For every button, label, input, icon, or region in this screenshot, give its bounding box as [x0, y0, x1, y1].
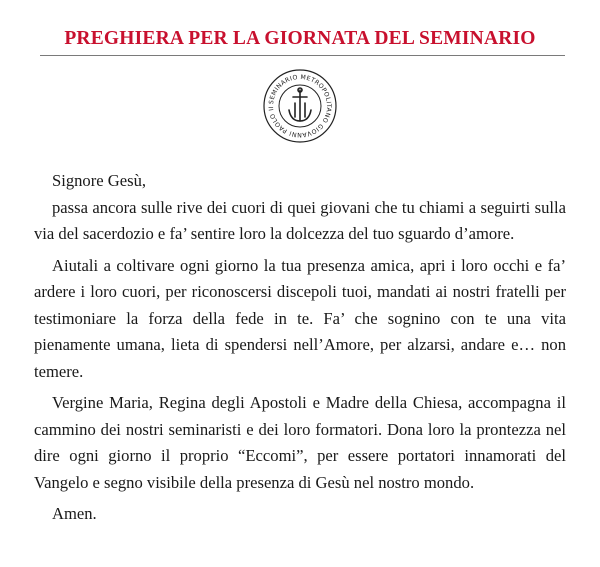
anchor-cross-seal-icon: [262, 68, 338, 144]
closing-amen: Amen.: [52, 504, 97, 523]
paragraph-1: passa ancora sulle rive dei cuori di quei giovani che tu chiami a seguirti sulla via del sacerdozio e fa’ sentire loro la dolcezza del tuo sguardo d’amore.: [34, 197, 566, 243]
page-title: PREGHIERA PER LA GIORNATA DEL SEMINARIO: [64, 28, 536, 49]
paragraph-3: Vergine Maria, Regina degli Apostoli e Madre della Chiesa, accompagna il cammino dei nostri seminaristi e dei loro formatori. Dona loro la prontezza nel dire ogni giorno il proprio “Eccomi”, per essere portatori innamorati del Vangelo e segno visibile della presenza di Gesù nel nostro mondo.: [34, 393, 566, 492]
seal-inscription: SEMINARIO METROPOLITANO GIOVANNI PAOLO II: [267, 73, 333, 139]
greeting: Signore Gesù,: [52, 171, 147, 190]
paragraph-2: Aiutali a coltivare ogni giorno la tua presenza amica, apri i loro occhi e fa’ ardere i loro cuori, per riconoscersi discepoli tuoi, mandati ai nostri fratelli per testimoniare la forza della fede in te. Fa’ che sognino con te una vita pienamente umana, lieta di spendersi nell’Amore, per alzarsi, andare e… non temere.: [34, 255, 566, 381]
prayer-text: [34, 168, 566, 528]
title-divider: [40, 55, 565, 56]
